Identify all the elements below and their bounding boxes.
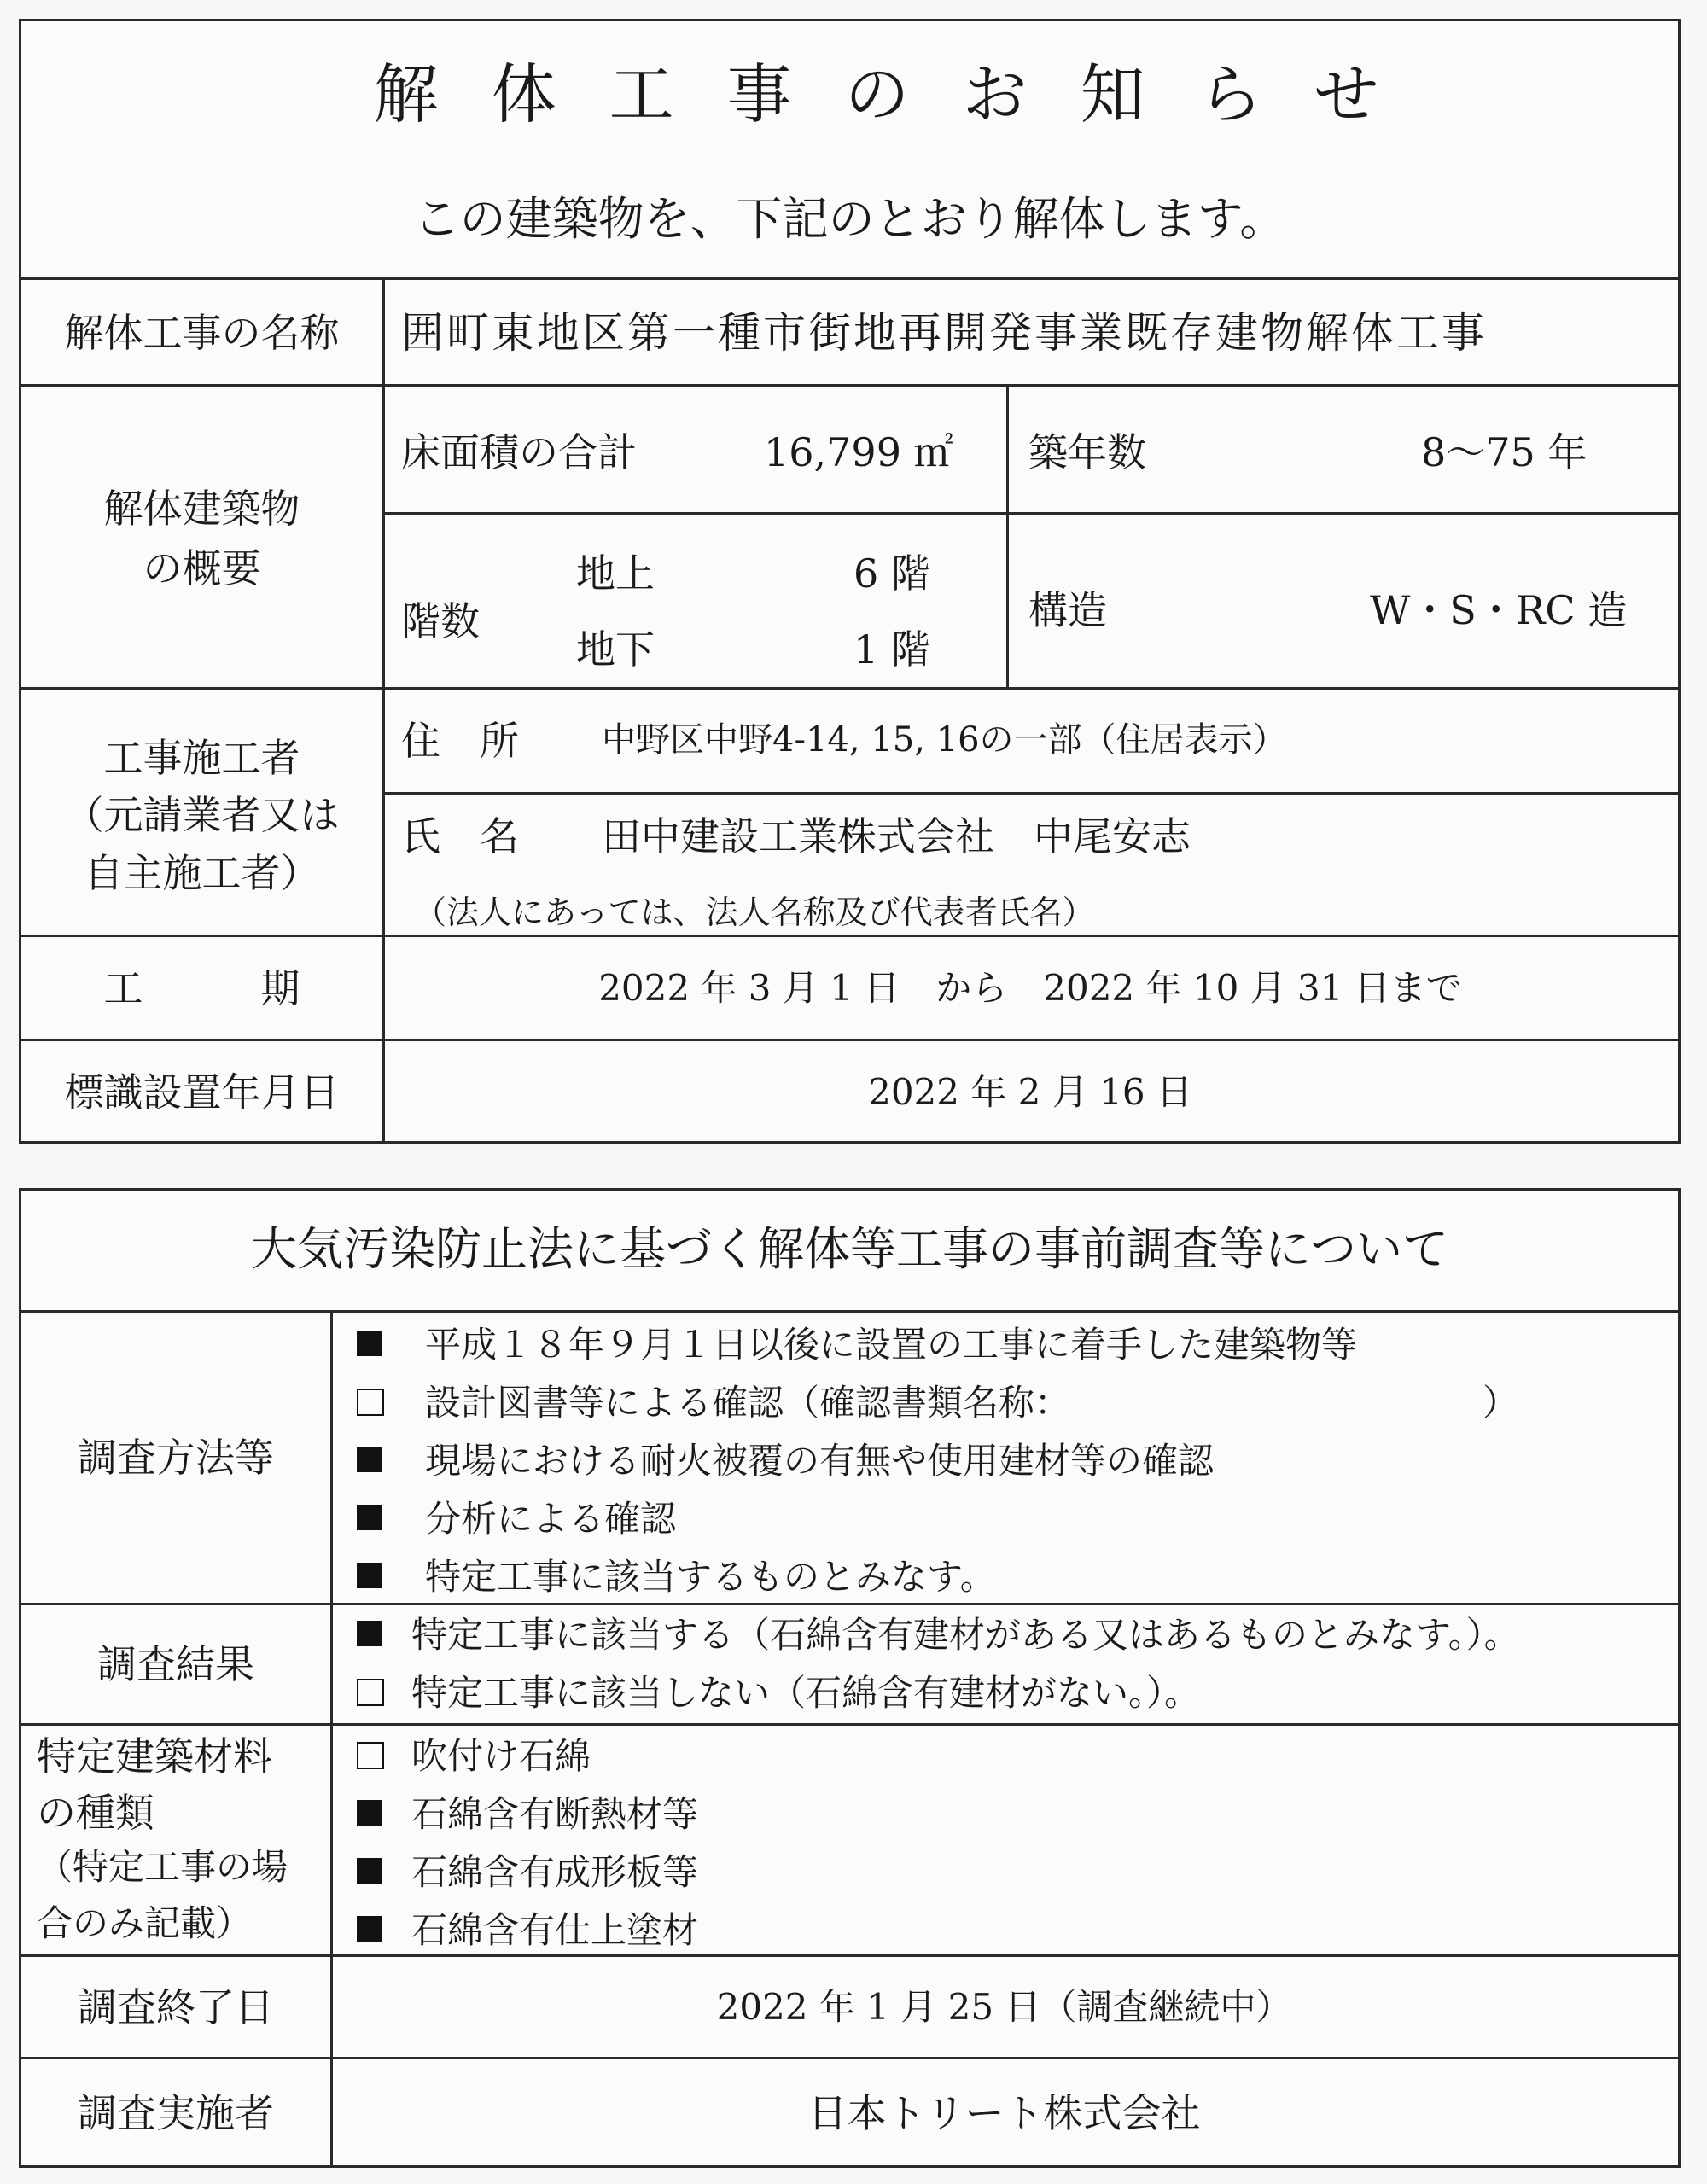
survey-end-value: 2022 年 1 月 25 日（調査継続中）	[716, 1986, 1292, 2028]
building-age-label: 築年数	[1028, 429, 1146, 475]
structure-label: 構造	[1028, 587, 1107, 633]
work-name-label: 解体工事の名称	[64, 310, 340, 356]
demolition-notice-panel	[19, 19, 1681, 1144]
address-value: 中野区中野4-14, 15, 16の一部（住居表示）	[602, 720, 1287, 760]
overview-label-1: 解体建築物	[103, 486, 300, 532]
notice-title: 解体工事のお知らせ	[373, 56, 1432, 132]
above-ground-value: 6 階	[854, 550, 930, 597]
checked-box-icon	[357, 1563, 382, 1588]
address-label: 住 所	[401, 718, 519, 764]
checked-box-icon	[357, 1621, 382, 1646]
asbestos-survey-panel: 大気汚染防止法に基づく解体等工事の事前調査等について 調査方法等 平成１８年９月１日以後に設置の工事に着手した建築物等 設計図書等による確認（確認書類名称： ） 現場における耐火被覆の有無や使用建材等の確認 分析による確認 特定工事に該当するものとみなす。 調査結果 特定工事に該当する（石綿含有建材がある又はあるものとみなす。）。 特定工事に該当しない（石綿含有建材がない。）。 特定建築材料 の種類 （特定工事の場 合のみ記載） 吹付け石綿 石綿含有断熱材等 石綿含有成形板等 石綿含有仕上塗材 調査終了日 2022 年 1 月 25 日（調査継続中） 調査実施者 日本トリート株式会社	[19, 1188, 1681, 2168]
unchecked-box-icon	[357, 1389, 384, 1416]
above-ground-label: 地上	[576, 550, 655, 597]
overview-label-2: の概要	[143, 545, 261, 591]
period-value: 2022 年 3 月 1 日 から 2022 年 10 月 31 日まで	[598, 967, 1462, 1009]
sign-date-label: 標識設置年月日	[64, 1069, 340, 1115]
below-ground-label: 地下	[576, 626, 655, 673]
surveyor-value: 日本トリート株式会社	[807, 2090, 1201, 2136]
materials-label-3: （特定工事の場	[37, 1846, 288, 1888]
notice-subtitle: この建築物を、下記のとおり解体します。	[413, 192, 1286, 246]
checked-box-icon	[357, 1447, 382, 1472]
checked-box-icon	[357, 1331, 382, 1356]
sign-date-value: 2022 年 2 月 16 日	[868, 1071, 1192, 1113]
period-label: 工 期	[103, 965, 300, 1011]
corporation-note: （法人にあっては、法人名称及び代表者氏名）	[414, 894, 1095, 931]
checked-box-icon	[357, 1800, 382, 1826]
below-ground-value: 1 階	[854, 626, 930, 673]
materials-label-2: の種類	[37, 1790, 154, 1836]
work-name-value: 囲町東地区第一種市街地再開発事業既存建物解体工事	[401, 308, 1487, 358]
person-label: 氏 名	[401, 813, 519, 859]
survey-end-label: 調査終了日	[78, 1984, 274, 2030]
surveyor-label: 調査実施者	[78, 2090, 274, 2136]
floor-area-value: 16,799 ㎡	[764, 429, 953, 475]
checked-box-icon	[357, 1505, 382, 1530]
materials-label-4: 合のみ記載）	[37, 1902, 253, 1944]
contractor-label-1: 工事施工者	[103, 735, 300, 781]
checked-box-icon	[357, 1916, 382, 1942]
floor-area-label: 床面積の合計	[401, 429, 637, 475]
materials-label-1: 特定建築材料	[37, 1733, 272, 1779]
structure-value: W・S・RC 造	[1370, 587, 1628, 633]
building-age-value: 8～75 年	[1421, 429, 1588, 475]
floors-label: 階数	[401, 598, 480, 644]
survey-method-label: 調査方法等	[78, 1435, 274, 1481]
survey-result-label: 調査結果	[97, 1641, 254, 1687]
unchecked-box-icon	[357, 1742, 384, 1769]
contractor-label-2: （元請業者又は	[64, 792, 340, 838]
survey-title: 大気汚染防止法に基づく解体等工事の事前調査等について	[251, 1222, 1448, 1276]
person-value: 田中建設工業株式会社 中尾安志	[602, 813, 1191, 859]
contractor-label-3: 自主施工者）	[84, 850, 320, 896]
unchecked-box-icon	[357, 1679, 384, 1706]
checked-box-icon	[357, 1858, 382, 1884]
